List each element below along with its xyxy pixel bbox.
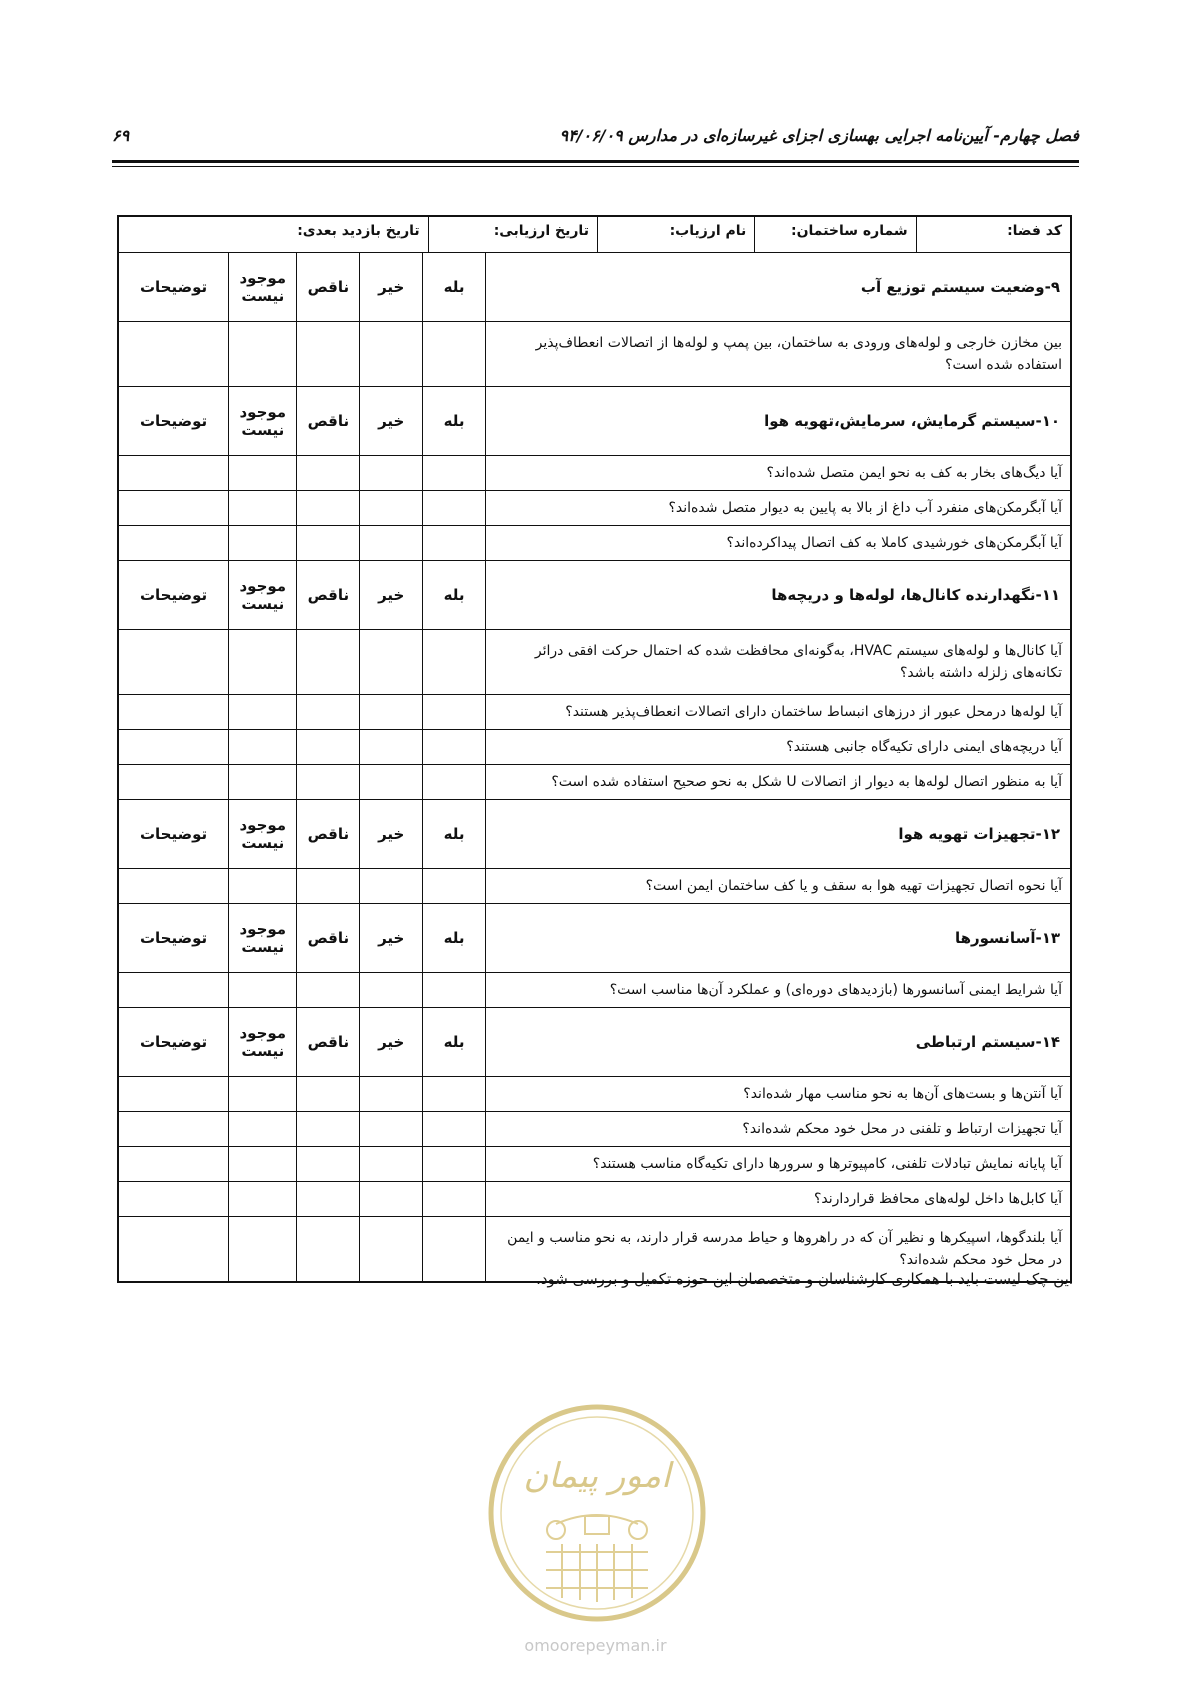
col-yes-header: بله bbox=[423, 800, 486, 869]
answer-no-cell[interactable] bbox=[360, 765, 423, 800]
answer-yes-cell[interactable] bbox=[423, 491, 486, 526]
answer-yes-cell[interactable] bbox=[423, 456, 486, 491]
comments-cell[interactable] bbox=[118, 1182, 229, 1217]
answer-no-cell[interactable] bbox=[360, 973, 423, 1008]
chapter-title: فصل چهارم- آیین‌نامه اجرایی بهسازی اجزای غیرسازه‌ای در مدارس ۹۴/۰۶/۰۹ bbox=[559, 126, 1079, 145]
answer-incomplete-cell[interactable] bbox=[297, 695, 360, 730]
col-incomplete-header: ناقص bbox=[297, 561, 360, 630]
answer-yes-cell[interactable] bbox=[423, 630, 486, 695]
question-text: آیا آبگرمکن‌های منفرد آب داغ از بالا به پایین به دیوار متصل شده‌اند؟ bbox=[486, 491, 1071, 526]
answer-not-available-cell[interactable] bbox=[229, 1077, 297, 1112]
section-title: ۱۳-آسانسورها bbox=[486, 904, 1071, 973]
header-rule-thin bbox=[112, 166, 1079, 167]
col-incomplete-header: ناقص bbox=[297, 1008, 360, 1077]
checklist-table bbox=[117, 215, 1072, 1283]
next-visit-date-cell-label: تاریخ بازدید بعدی: bbox=[297, 223, 420, 239]
col-no-header: خیر bbox=[360, 387, 423, 456]
section-title: ۱۱-نگهدارنده کانال‌ها، لوله‌ها و دریچه‌ها bbox=[486, 561, 1071, 630]
answer-not-available-cell[interactable] bbox=[229, 973, 297, 1008]
watermark-site: omoorepeyman.ir bbox=[524, 1636, 667, 1655]
comments-cell[interactable] bbox=[118, 630, 229, 695]
question-row bbox=[118, 1077, 1071, 1112]
col-not-available-header: موجود نیست bbox=[229, 387, 297, 456]
section-title: ۱۴-سیستم ارتباطی bbox=[486, 1008, 1071, 1077]
col-comments-header: توضیحات bbox=[118, 800, 229, 869]
section-header-row bbox=[118, 1008, 1071, 1077]
answer-incomplete-cell[interactable] bbox=[297, 526, 360, 561]
answer-not-available-cell[interactable] bbox=[229, 869, 297, 904]
page-number: ۶۹ bbox=[112, 126, 130, 145]
question-text: آیا شرایط ایمنی آسانسورها (بازدیدهای دوره‌ای) و عملکرد آن‌ها مناسب است؟ bbox=[486, 973, 1071, 1008]
section-title: ۹-وضعیت سیستم توزیع آب bbox=[486, 253, 1071, 322]
assessor-name-cell-label: نام ارزیاب: bbox=[669, 223, 747, 239]
col-comments-header: توضیحات bbox=[118, 387, 229, 456]
question-text: آیا تجهیزات ارتباط و تلفنی در محل خود محکم شده‌اند؟ bbox=[486, 1112, 1071, 1147]
answer-no-cell[interactable] bbox=[360, 1077, 423, 1112]
answer-incomplete-cell[interactable] bbox=[297, 730, 360, 765]
answer-yes-cell[interactable] bbox=[423, 322, 486, 387]
answer-yes-cell[interactable] bbox=[423, 869, 486, 904]
comments-cell[interactable] bbox=[118, 1077, 229, 1112]
col-no-header: خیر bbox=[360, 1008, 423, 1077]
answer-incomplete-cell[interactable] bbox=[297, 1112, 360, 1147]
question-row bbox=[118, 456, 1071, 491]
answer-yes-cell[interactable] bbox=[423, 526, 486, 561]
comments-cell[interactable] bbox=[118, 491, 229, 526]
col-yes-header: بله bbox=[423, 904, 486, 973]
col-no-header: خیر bbox=[360, 904, 423, 973]
section-header-row bbox=[118, 800, 1071, 869]
assessor-name-cell[interactable] bbox=[597, 217, 754, 252]
col-yes-header: بله bbox=[423, 253, 486, 322]
comments-cell[interactable] bbox=[118, 730, 229, 765]
col-comments-header: توضیحات bbox=[118, 904, 229, 973]
question-text: آیا بلندگوها، اسپیکرها و نظیر آن که در راهروها و حیاط مدرسه قرار دارند، به نحو مناسب و ایمن در محل خود محکم شده‌اند؟ bbox=[486, 1217, 1071, 1283]
answer-yes-cell[interactable] bbox=[423, 1182, 486, 1217]
header-rule-thick bbox=[112, 160, 1079, 163]
answer-not-available-cell[interactable] bbox=[229, 491, 297, 526]
col-not-available-header: موجود نیست bbox=[229, 1008, 297, 1077]
section-header-row bbox=[118, 561, 1071, 630]
col-incomplete-header: ناقص bbox=[297, 800, 360, 869]
col-incomplete-header: ناقص bbox=[297, 904, 360, 973]
answer-incomplete-cell[interactable] bbox=[297, 630, 360, 695]
watermark-seal bbox=[486, 1402, 708, 1624]
answer-yes-cell[interactable] bbox=[423, 765, 486, 800]
answer-yes-cell[interactable] bbox=[423, 973, 486, 1008]
answer-yes-cell[interactable] bbox=[423, 730, 486, 765]
question-row bbox=[118, 1147, 1071, 1182]
info-row bbox=[118, 216, 1071, 253]
answer-no-cell[interactable] bbox=[360, 630, 423, 695]
comments-cell[interactable] bbox=[118, 526, 229, 561]
question-row bbox=[118, 695, 1071, 730]
question-text: آیا کابل‌ها داخل لوله‌های محافظ قراردارند؟ bbox=[486, 1182, 1071, 1217]
section-title: ۱۲-تجهیزات تهویه هوا bbox=[486, 800, 1071, 869]
answer-incomplete-cell[interactable] bbox=[297, 1182, 360, 1217]
question-text: آیا آنتن‌ها و بست‌های آن‌ها به نحو مناسب مهار شده‌اند؟ bbox=[486, 1077, 1071, 1112]
answer-not-available-cell[interactable] bbox=[229, 765, 297, 800]
question-text: آیا دریچه‌های ایمنی دارای تکیه‌گاه جانبی هستند؟ bbox=[486, 730, 1071, 765]
col-not-available-header: موجود نیست bbox=[229, 253, 297, 322]
col-incomplete-header: ناقص bbox=[297, 253, 360, 322]
comments-cell[interactable] bbox=[118, 456, 229, 491]
comments-cell[interactable] bbox=[118, 322, 229, 387]
col-no-header: خیر bbox=[360, 253, 423, 322]
col-comments-header: توضیحات bbox=[118, 1008, 229, 1077]
answer-incomplete-cell[interactable] bbox=[297, 1147, 360, 1182]
question-text: آیا به منظور اتصال لوله‌ها به دیوار از اتصالات U شکل به نحو صحیح استفاده شده است؟ bbox=[486, 765, 1071, 800]
answer-not-available-cell[interactable] bbox=[229, 322, 297, 387]
question-row bbox=[118, 630, 1071, 695]
question-row bbox=[118, 1182, 1071, 1217]
comments-cell[interactable] bbox=[118, 695, 229, 730]
question-row bbox=[118, 526, 1071, 561]
answer-not-available-cell[interactable] bbox=[229, 730, 297, 765]
answer-incomplete-cell[interactable] bbox=[297, 456, 360, 491]
answer-no-cell[interactable] bbox=[360, 730, 423, 765]
question-text: بین مخازن خارجی و لوله‌های ورودی به ساختمان، بین پمپ و لوله‌ها از اتصالات انعطاف‌پذیر استفاده شده است؟ bbox=[486, 322, 1071, 387]
answer-not-available-cell[interactable] bbox=[229, 1182, 297, 1217]
col-yes-header: بله bbox=[423, 1008, 486, 1077]
question-text: آیا کانال‌ها و لوله‌های سیستم HVAC، به‌گونه‌ای محافظت شده که احتمال حرکت افقی درائر تکانه‌های زلزله داشته باشد؟ bbox=[486, 630, 1071, 695]
assessment-date-cell[interactable] bbox=[428, 217, 597, 252]
section-title: ۱۰-سیستم گرمایش، سرمایش،تهویه هوا bbox=[486, 387, 1071, 456]
answer-no-cell[interactable] bbox=[360, 869, 423, 904]
col-no-header: خیر bbox=[360, 561, 423, 630]
question-row bbox=[118, 730, 1071, 765]
next-visit-date-cell[interactable] bbox=[119, 217, 428, 252]
footnote: این چک لیست باید با همکاری کارشناسان و متخصصان این حوزه تکمیل و بررسی شود. bbox=[536, 1270, 1073, 1288]
answer-yes-cell[interactable] bbox=[423, 1147, 486, 1182]
comments-cell[interactable] bbox=[118, 973, 229, 1008]
answer-yes-cell[interactable] bbox=[423, 1077, 486, 1112]
answer-not-available-cell[interactable] bbox=[229, 1147, 297, 1182]
answer-not-available-cell[interactable] bbox=[229, 1217, 297, 1283]
question-text: آیا لوله‌ها درمحل عبور از درزهای انبساط ساختمان دارای اتصالات انعطاف‌پذیر هستند؟ bbox=[486, 695, 1071, 730]
question-row bbox=[118, 973, 1071, 1008]
col-not-available-header: موجود نیست bbox=[229, 904, 297, 973]
answer-incomplete-cell[interactable] bbox=[297, 869, 360, 904]
info-row-container bbox=[118, 216, 1071, 253]
space-code-cell-label: کد فضا: bbox=[1007, 223, 1062, 239]
answer-incomplete-cell[interactable] bbox=[297, 322, 360, 387]
question-row bbox=[118, 869, 1071, 904]
question-text: آیا نحوه اتصال تجهیزات تهیه هوا به سقف و یا کف ساختمان ایمن است؟ bbox=[486, 869, 1071, 904]
question-text: آیا دیگ‌های بخار به کف به نحو ایمن متصل شده‌اند؟ bbox=[486, 456, 1071, 491]
question-text: آیا پایانه نمایش تبادلات تلفنی، کامپیوترها و سرورها دارای تکیه‌گاه مناسب هستند؟ bbox=[486, 1147, 1071, 1182]
answer-not-available-cell[interactable] bbox=[229, 1112, 297, 1147]
answer-no-cell[interactable] bbox=[360, 695, 423, 730]
answer-no-cell[interactable] bbox=[360, 456, 423, 491]
page-header bbox=[112, 126, 1079, 152]
answer-no-cell[interactable] bbox=[360, 526, 423, 561]
answer-incomplete-cell[interactable] bbox=[297, 491, 360, 526]
col-no-header: خیر bbox=[360, 800, 423, 869]
section-header-row bbox=[118, 253, 1071, 322]
answer-no-cell[interactable] bbox=[360, 491, 423, 526]
section-header-row bbox=[118, 904, 1071, 973]
answer-no-cell[interactable] bbox=[360, 1217, 423, 1283]
building-number-cell[interactable] bbox=[754, 217, 915, 252]
answer-no-cell[interactable] bbox=[360, 1147, 423, 1182]
col-not-available-header: موجود نیست bbox=[229, 800, 297, 869]
answer-no-cell[interactable] bbox=[360, 1182, 423, 1217]
col-comments-header: توضیحات bbox=[118, 253, 229, 322]
comments-cell[interactable] bbox=[118, 869, 229, 904]
section-header-row bbox=[118, 387, 1071, 456]
assessment-date-cell-label: تاریخ ارزیابی: bbox=[493, 223, 589, 239]
answer-not-available-cell[interactable] bbox=[229, 456, 297, 491]
comments-cell[interactable] bbox=[118, 1147, 229, 1182]
question-row bbox=[118, 322, 1071, 387]
space-code-cell[interactable] bbox=[916, 217, 1070, 252]
col-yes-header: بله bbox=[423, 561, 486, 630]
question-row bbox=[118, 491, 1071, 526]
col-comments-header: توضیحات bbox=[118, 561, 229, 630]
question-row bbox=[118, 1112, 1071, 1147]
answer-not-available-cell[interactable] bbox=[229, 630, 297, 695]
answer-yes-cell[interactable] bbox=[423, 1217, 486, 1283]
svg-text:امور پیمان: امور پیمان bbox=[523, 1456, 671, 1496]
question-row bbox=[118, 765, 1071, 800]
answer-no-cell[interactable] bbox=[360, 322, 423, 387]
col-incomplete-header: ناقص bbox=[297, 387, 360, 456]
building-number-cell-label: شماره ساختمان: bbox=[791, 223, 908, 239]
answer-incomplete-cell[interactable] bbox=[297, 973, 360, 1008]
answer-yes-cell[interactable] bbox=[423, 1112, 486, 1147]
answer-no-cell[interactable] bbox=[360, 1112, 423, 1147]
col-yes-header: بله bbox=[423, 387, 486, 456]
question-text: آیا آبگرمکن‌های خورشیدی کاملا به کف اتصال پیداکرده‌اند؟ bbox=[486, 526, 1071, 561]
answer-incomplete-cell[interactable] bbox=[297, 1217, 360, 1283]
comments-cell[interactable] bbox=[118, 765, 229, 800]
answer-not-available-cell[interactable] bbox=[229, 526, 297, 561]
comments-cell[interactable] bbox=[118, 1112, 229, 1147]
answer-not-available-cell[interactable] bbox=[229, 695, 297, 730]
answer-yes-cell[interactable] bbox=[423, 695, 486, 730]
comments-cell[interactable] bbox=[118, 1217, 229, 1283]
answer-incomplete-cell[interactable] bbox=[297, 765, 360, 800]
answer-incomplete-cell[interactable] bbox=[297, 1077, 360, 1112]
col-not-available-header: موجود نیست bbox=[229, 561, 297, 630]
